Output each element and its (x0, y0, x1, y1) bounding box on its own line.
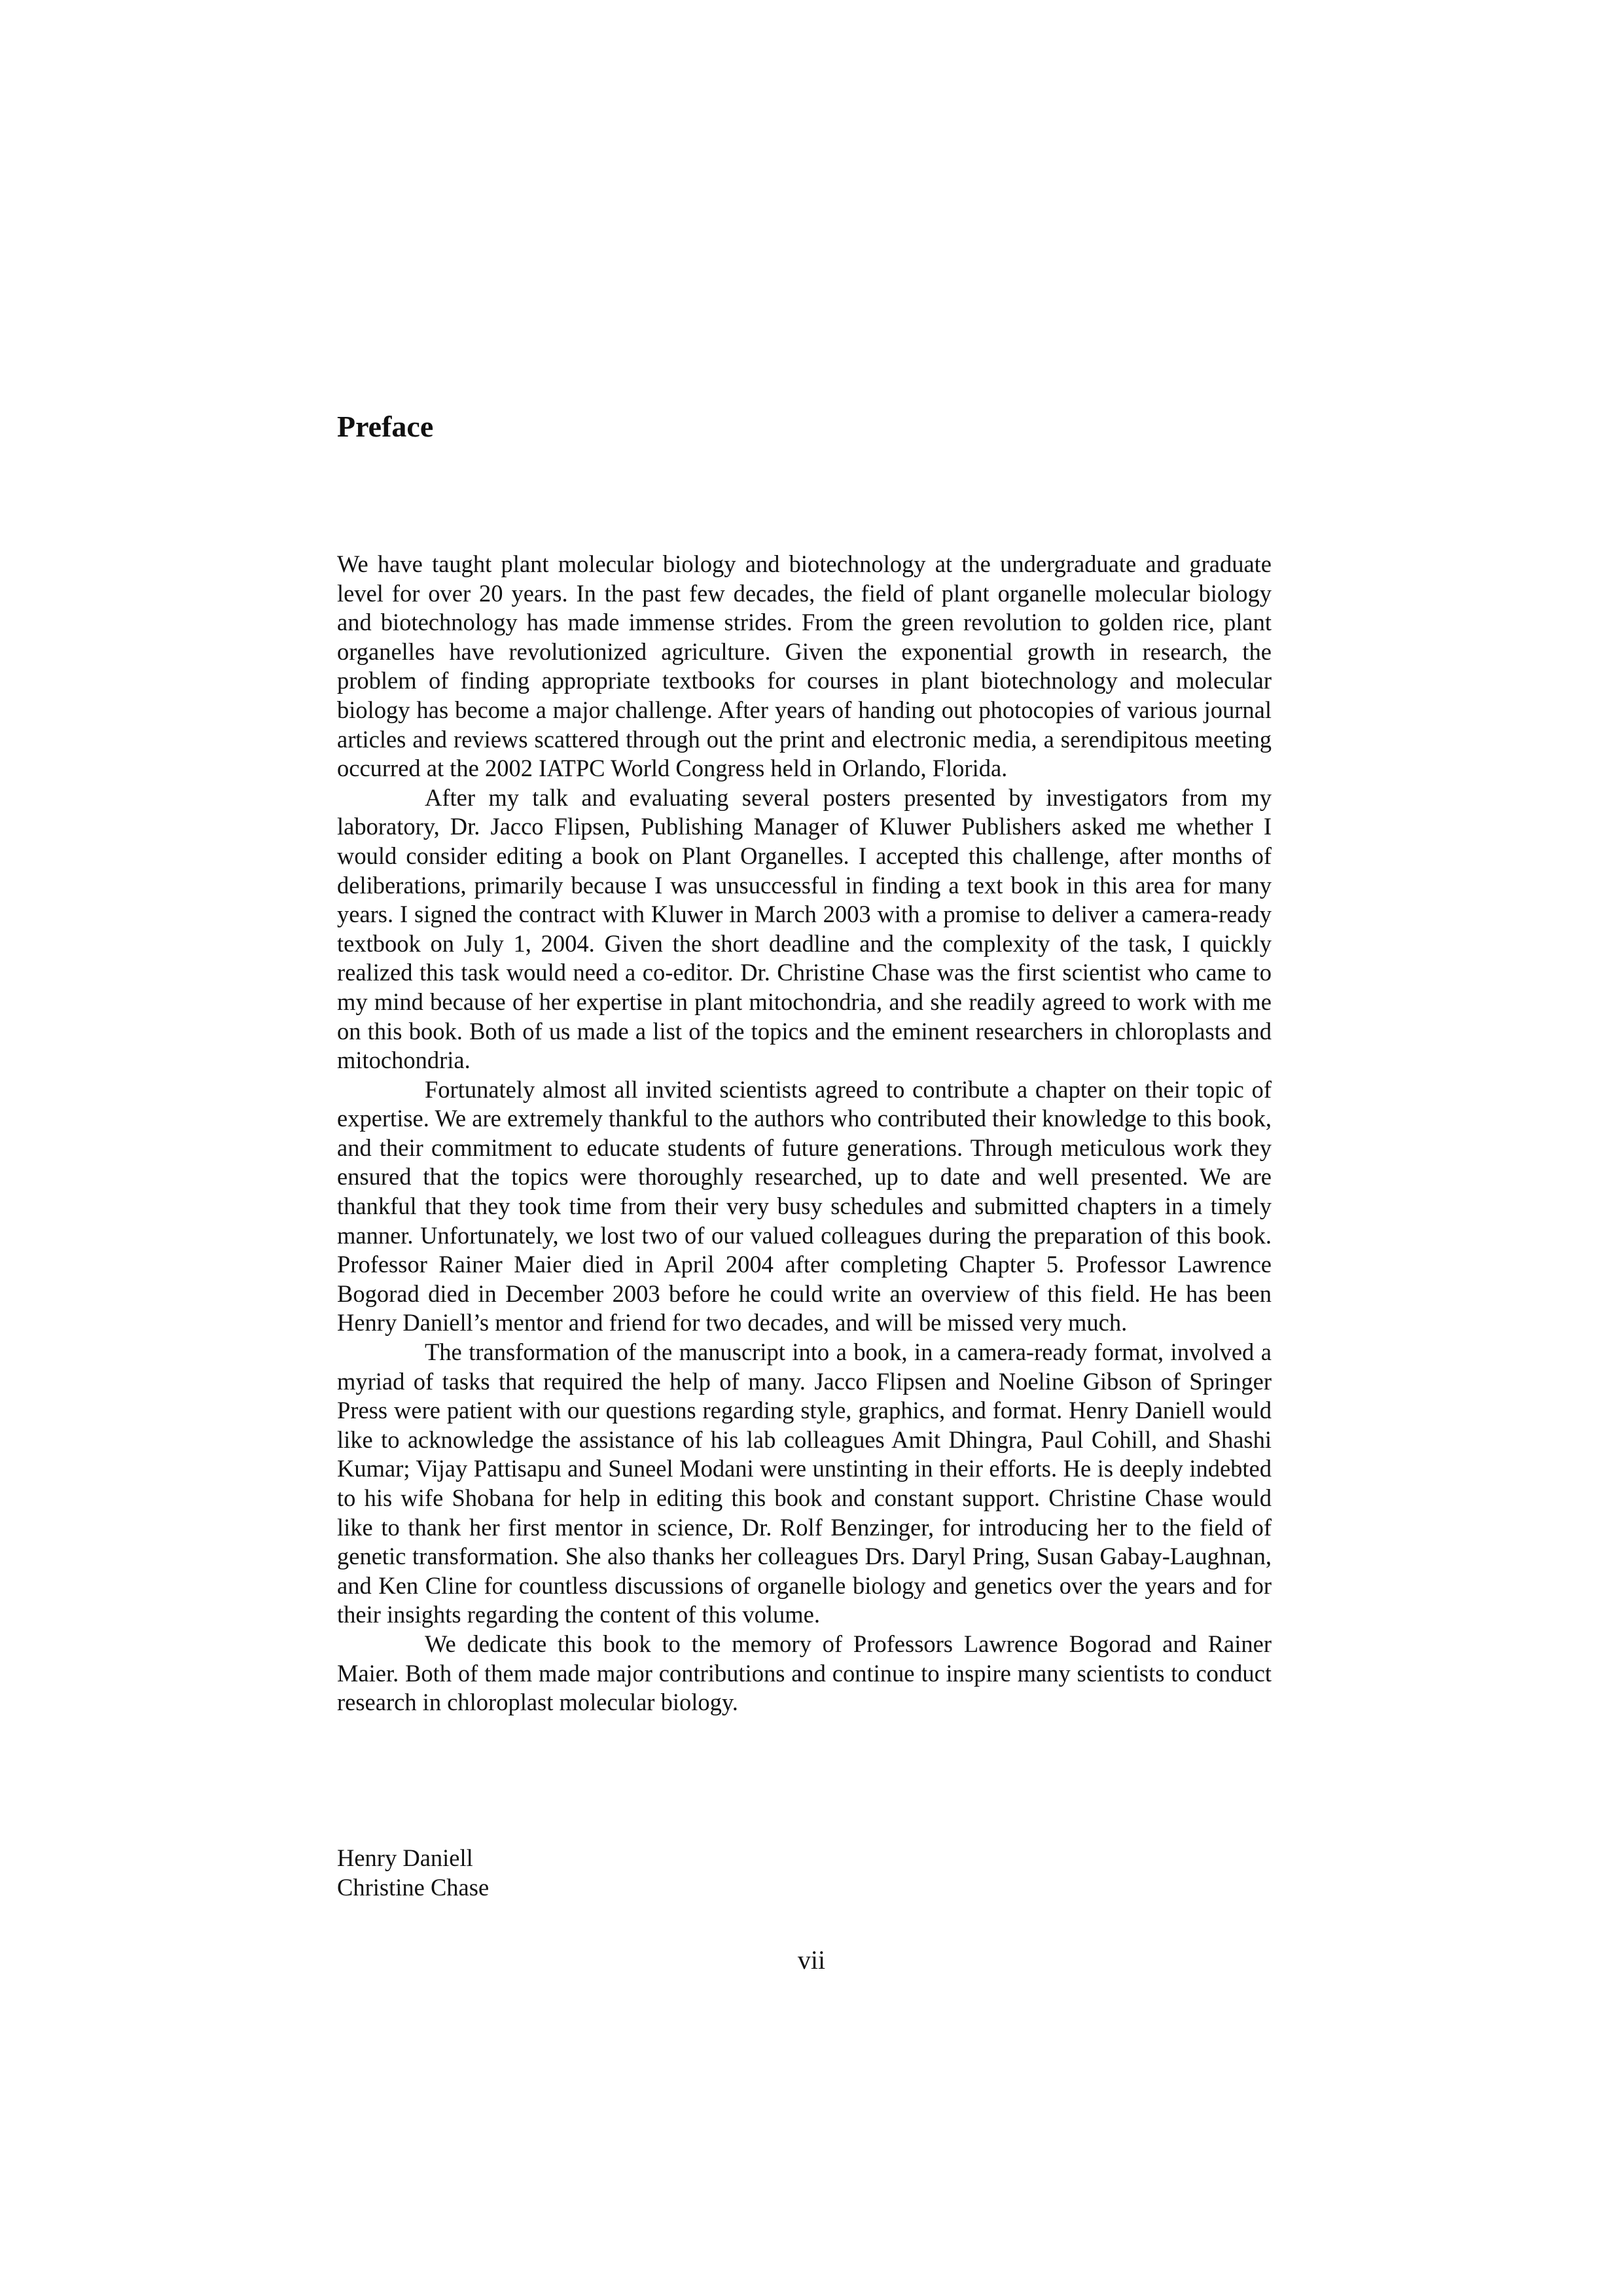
paragraph-4: The transformation of the manuscript into a book, in a camera-ready format, involved a myriad of tasks that required the help of many. Jacco Flipsen and Noeline Gibson of Springer Press were patient with our questions regarding style, graphics, and format. Henry Daniell would like to acknowledge the assistance of his lab colleagues Amit Dhingra, Paul Cohill, and Shashi Kumar; Vijay Pattisapu and Suneel Modani were unstinting in their efforts. He is deeply indebted to his wife Shobana for help in editing this book and constant support. Christine Chase would like to thank her first mentor in science, Dr. Rolf Benzinger, for introducing her to the field of genetic transformation. She also thanks her colleagues Drs. Daryl Pring, Susan Gabay-Laughnan, and Ken Cline for countless discussions of organelle biology and genetics over the years and for their insights regarding the content of this volume. (337, 1338, 1272, 1628)
signature-block (337, 1844, 489, 1902)
signature-christine-chase: Christine Chase (337, 1873, 490, 1901)
signature-henry-daniell: Henry Daniell (337, 1844, 473, 1871)
paragraph-5: We dedicate this book to the memory of Professors Lawrence Bogorad and Rainer Maier. Both of them made major contributions and continue to inspire many scientists to conduct research in chloroplast molecular biology. (337, 1630, 1272, 1716)
preface-body (337, 550, 1272, 1717)
page-number: vii (797, 1945, 826, 1975)
page-title: Preface (337, 410, 434, 443)
paragraph-3: Fortunately almost all invited scientists agreed to contribute a chapter on their topic of expertise. We are extremely thankful to the authors who contributed their knowledge to this book, and their commitment to educate students of future generations. Through meticulous work they ensured that the topics were thoroughly researched, up to date and well presented. We are thankful that they took time from their very busy schedules and submitted chapters in a timely manner. Unfortunately, we lost two of our valued colleagues during the preparation of this book. Professor Rainer Maier died in April 2004 after completing Chapter 5. Professor Lawrence Bogorad died in December 2003 before he could write an overview of this field. He has been Henry Daniell’s mentor and friend for two decades, and will be missed very much. (337, 1075, 1272, 1336)
paragraph-1: We have taught plant molecular biology and biotechnology at the undergraduate and graduate level for over 20 years. In the past few decades, the field of plant organelle molecular biology and biotechnology has made immense strides. From the green revolution to golden rice, plant organelles have revolutionized agriculture. Given the exponential growth in research, the problem of finding appropriate textbooks for courses in plant biotechnology and molecular biology has become a major challenge. After years of handing out photocopies of various journal articles and reviews scattered through out the print and electronic media, a serendipitous meeting occurred at the 2002 IATPC World Congress held in Orlando, Florida. (337, 550, 1272, 782)
paragraph-2: After my talk and evaluating several posters presented by investigators from my laboratory, Dr. Jacco Flipsen, Publishing Manager of Kluwer Publishers asked me whether I would consider editing a book on Plant Organelles. I accepted this challenge, after months of deliberations, primarily because I was unsuccessful in finding a text book in this area for many years. I signed the contract with Kluwer in March 2003 with a promise to deliver a camera-ready textbook on July 1, 2004. Given the short deadline and the complexity of the task, I quickly realized this task would need a co-editor. Dr. Christine Chase was the first scientist who came to my mind because of her expertise in plant mitochondria, and she readily agreed to work with me on this book. Both of us made a list of the topics and the eminent researchers in chloroplasts and mitochondria. (337, 783, 1272, 1074)
